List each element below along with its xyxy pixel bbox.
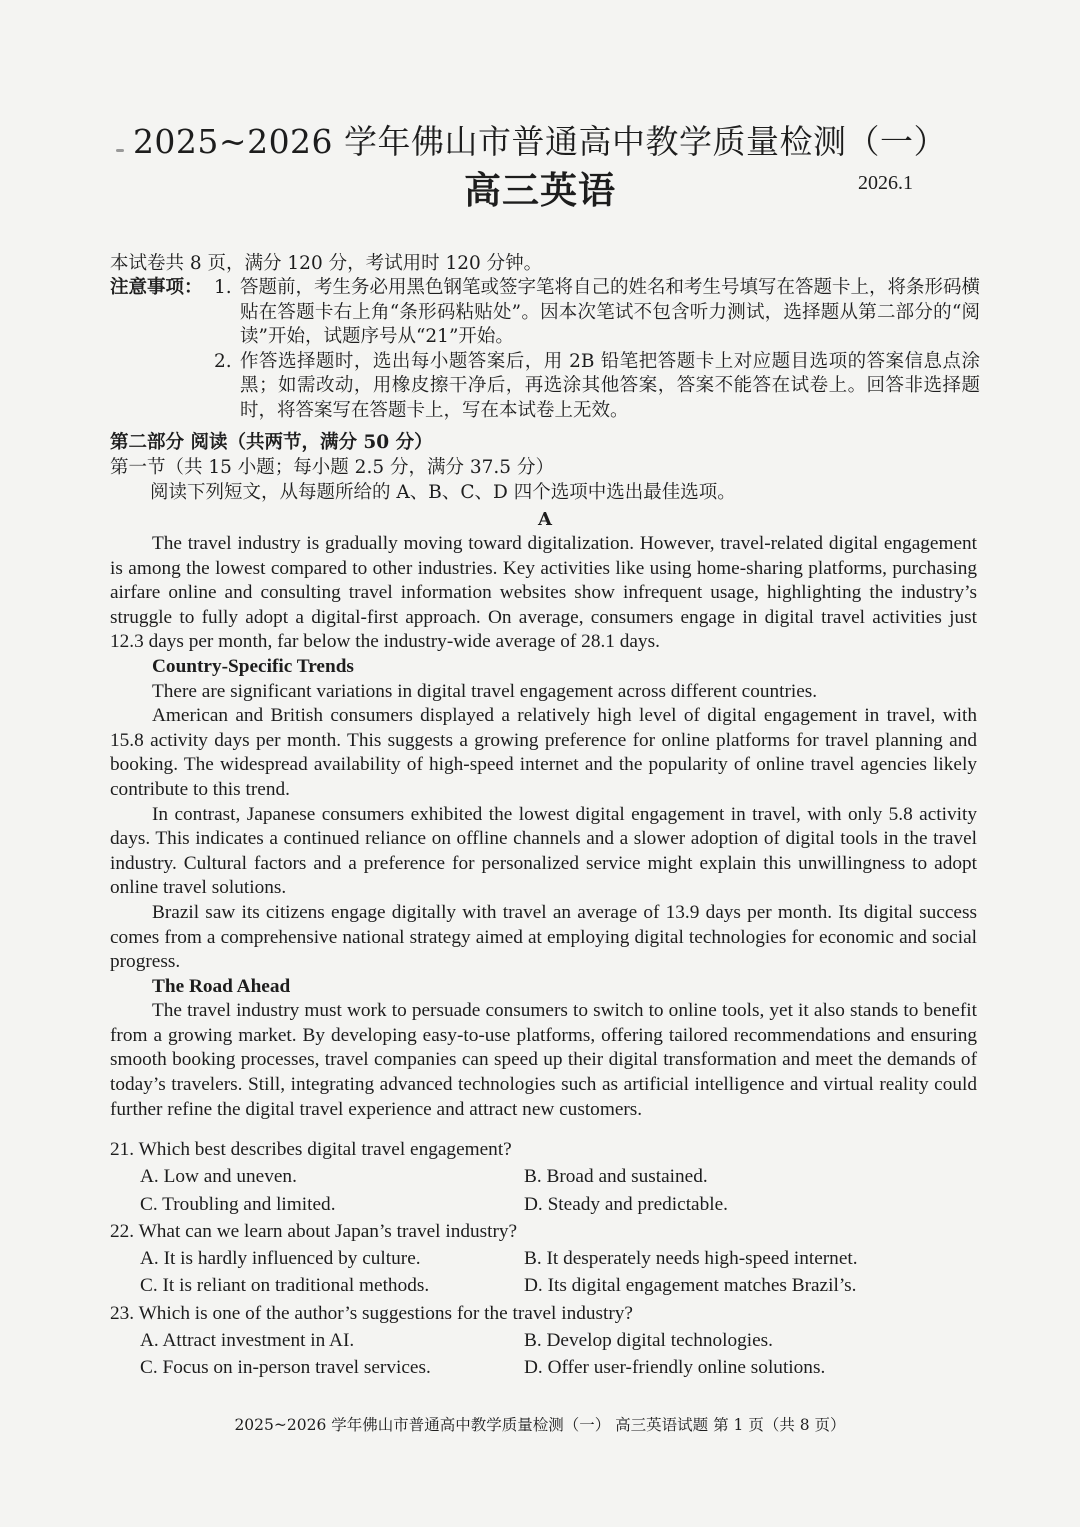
note-number: 1. — [214, 277, 232, 298]
option-d: D. Offer user-friendly online solutions. — [524, 1357, 826, 1379]
part-heading: 第二部分 阅读（共两节，满分 50 分） — [110, 432, 433, 453]
option-a: A. It is hardly influenced by culture. — [140, 1248, 421, 1270]
note-text: 作答选择题时，选出每小题答案后，用 2B 铅笔把答题卡上对应题目选项的答案信息点涂黑；如需改动，用橡皮擦干净后，再选涂其他答案，答案不能答在试卷上。回答非选择题时，将答案写在答题卡上，写在本试卷上无效。 — [240, 350, 980, 421]
option-b: B. Develop digital technologies. — [524, 1330, 773, 1352]
paragraph: The travel industry must work to persuade consumers to switch to online tools, yet it also stands to benefit from a growing market. By developing easy-to-use platforms, offering tailored recommendations and ensuring smooth booking processes, travel companies can speed up their digital transformation and meet the demands of today’s travelers. Still, integrating advanced technologies such as artificial intelligence and virtual reality could further refine the digital travel experience and attract new customers. — [110, 1000, 977, 1120]
option-a: A. Low and uneven. — [140, 1166, 297, 1188]
option-row — [110, 1327, 980, 1354]
option-row — [110, 1354, 980, 1381]
question-stem: 22. What can we learn about Japan’s travel industry? — [110, 1220, 518, 1242]
note-item — [214, 350, 980, 424]
option-row — [110, 1163, 980, 1190]
passage-label: A — [538, 509, 552, 530]
question — [110, 1218, 980, 1300]
option-row — [110, 1272, 980, 1299]
question — [110, 1300, 980, 1382]
option-b: B. It desperately needs high-speed internet. — [524, 1248, 858, 1270]
note-number: 2. — [214, 350, 232, 372]
option-row — [110, 1245, 980, 1272]
exam-title: 2025~2026 学年佛山市普通高中教学质量检测（一） — [132, 122, 948, 161]
exam-subject: 高三英语 — [464, 168, 616, 212]
option-c: C. Focus on in-person travel services. — [140, 1357, 431, 1379]
note-item — [214, 276, 980, 350]
option-row — [110, 1191, 980, 1218]
option-d: D. Its digital engagement matches Brazil’s. — [524, 1275, 857, 1297]
paragraph: The travel industry is gradually moving toward digitalization. However, travel-related digital engagement is among the lowest compared to other industries. Key activities like using home-sharing platforms, purchasing airfare online and consulting travel information websites show infrequent usage, highlighting the industry’s struggle to fully adopt a digital-first approach. On average, consumers engage in digital travel activities just 12.3 days per month, far below the industry-wide average of 28.1 days. — [110, 533, 977, 653]
question-list — [110, 1136, 980, 1382]
paragraph: In contrast, Japanese consumers exhibited the lowest digital engagement in travel, with only 5.8 activity days. This indicates a continued reliance on offline channels and a slower adoption of digital tools in the travel industry. Cultural factors and a preference for personalized service might explain this unwillingness to adopt online travel solutions. — [110, 803, 977, 899]
question-stem: 21. Which best describes digital travel engagement? — [110, 1139, 512, 1160]
option-c: C. Troubling and limited. — [140, 1193, 336, 1215]
question-stem: 23. Which is one of the author’s suggestions for the travel industry? — [110, 1302, 633, 1324]
option-a: A. Attract investment in AI. — [140, 1330, 355, 1352]
exam-intro: 本试卷共 8 页，满分 120 分，考试用时 120 分钟。 — [110, 253, 543, 274]
paragraph: Brazil saw its citizens engage digitally with travel an average of 13.9 days per month. Its digital success comes from a comprehensive national strategy aimed at employing digital technologies for economic and social progress. — [110, 901, 977, 973]
instruction: 阅读下列短文，从每题所给的 A、B、C、D 四个选项中选出最佳选项。 — [150, 482, 736, 503]
paragraph: There are significant variations in digital travel engagement across different countries. — [152, 680, 818, 702]
question — [110, 1136, 980, 1218]
subheading: Country-Specific Trends — [152, 655, 354, 677]
page-footer: 2025~2026 学年佛山市普通高中教学质量检测（一） 高三英语试题 第 1 页（共 8 页） — [234, 1416, 846, 1434]
subheading: The Road Ahead — [152, 975, 291, 997]
notes-label: 注意事项： — [110, 277, 203, 298]
option-b: B. Broad and sustained. — [524, 1166, 708, 1188]
passage-body — [110, 532, 977, 1122]
paragraph: American and British consumers displayed a relatively high level of digital engagement in travel, with 15.8 activity days per month. This suggests a growing preference for online platforms for travel planning and booking. The widespread availability of high-speed internet and the popularity of online travel agencies likely contribute to this trend. — [110, 705, 977, 800]
section-heading: 第一节（共 15 小题；每小题 2.5 分，满分 37.5 分） — [110, 457, 554, 478]
note-text: 答题前，考生务必用黑色钢笔或签字笔将自己的姓名和考生号填写在答题卡上，将条形码横贴在答题卡右上角“条形码粘贴处”。因本次笔试不包含听力测试，选择题从第二部分的“阅读”开始，试题序号从“21”开始。 — [240, 277, 981, 348]
option-d: D. Steady and predictable. — [524, 1193, 728, 1215]
exam-date: 2026.1 — [858, 172, 913, 194]
option-c: C. It is reliant on traditional methods. — [140, 1275, 430, 1297]
